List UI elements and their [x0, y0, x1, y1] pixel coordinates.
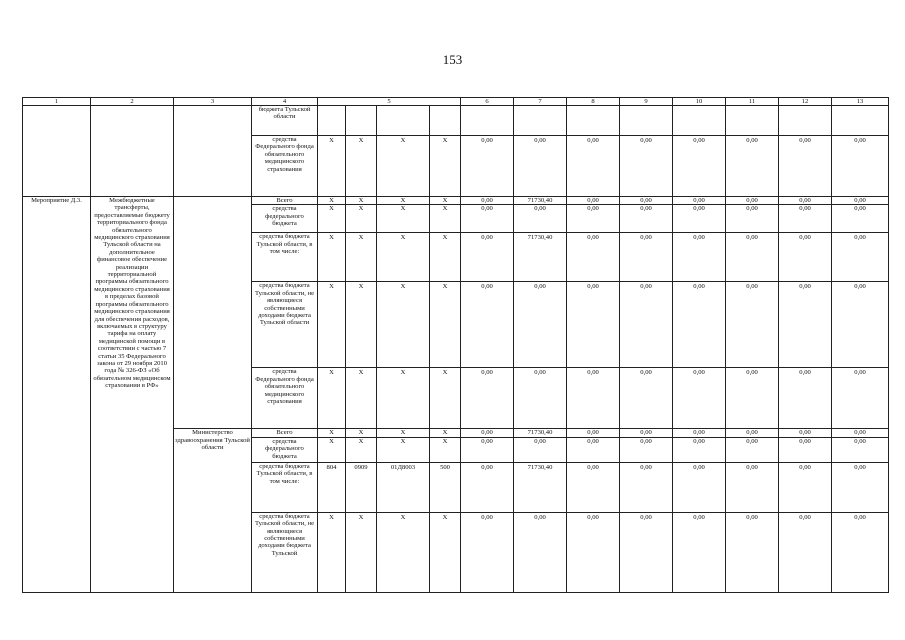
funding-source-cell: средства бюджета Тульской области, не являющиеся собственными доходами бюджета Тульской области: [252, 282, 318, 368]
column-number: 3: [174, 98, 252, 106]
value-cell: 0,00: [779, 437, 832, 462]
code-cell: Х: [430, 368, 461, 429]
code-cell: Х: [318, 429, 346, 437]
value-cell: 0,00: [673, 512, 726, 592]
code-cell: Х: [430, 136, 461, 197]
value-cell: 0,00: [726, 368, 779, 429]
code-cell: Х: [430, 233, 461, 282]
code-cell: 500: [430, 462, 461, 512]
funding-source-cell: средства бюджета Тульской области, в том числе:: [252, 233, 318, 282]
value-cell: 0,00: [779, 512, 832, 592]
code-cell: Х: [430, 437, 461, 462]
code-cell: Х: [377, 282, 430, 368]
value-cell: 0,00: [726, 205, 779, 233]
executor-cell: Министерство здравоохранения Тульской области: [174, 429, 252, 592]
value-cell: 0,00: [461, 368, 514, 429]
budget-table: [22, 97, 889, 593]
code-cell: Х: [377, 512, 430, 592]
column-number: 7: [514, 98, 567, 106]
code-cell: Х: [346, 368, 377, 429]
column-number: 9: [620, 98, 673, 106]
code-cell: Х: [346, 233, 377, 282]
measure-description: Межбюджетные трансферты, предоставляемые бюджету территориального фонда обязательного медицинского страхования Тульской области на дополнительное финансовое обеспечение реализации территориальной программы обязательного медицинского страхования в пределах базовой программы обязательного медицинского страхования для обеспечения расходов, включаемых в структуру тарифа на оплату медицинской помощи в соответствии с частью 7 статьи 35 Федерального закона от 29 ноября 2010 года № 326-ФЗ «Об обязательном медицинском страховании в РФ»: [91, 197, 174, 593]
value-cell: 0,00: [620, 136, 673, 197]
value-cell: 0,00: [514, 437, 567, 462]
value-cell: 0,00: [461, 197, 514, 205]
value-cell: 0,00: [673, 197, 726, 205]
value-cell: 0,00: [832, 512, 889, 592]
value-cell: 0,00: [726, 136, 779, 197]
column-number: 4: [252, 98, 318, 106]
value-cell: 0,00: [461, 136, 514, 197]
column-number: 8: [567, 98, 620, 106]
column-number: 1: [23, 98, 91, 106]
value-cell: 0,00: [832, 233, 889, 282]
value-cell: 0,00: [620, 462, 673, 512]
value-cell: 0,00: [673, 282, 726, 368]
value-cell: 0,00: [673, 136, 726, 197]
code-cell: Х: [377, 197, 430, 205]
code-cell: Х: [318, 205, 346, 233]
value-cell: 0,00: [673, 462, 726, 512]
funding-source-cell: средства Федерального фонда обязательного медицинского страхования: [252, 136, 318, 197]
value-cell: 0,00: [779, 429, 832, 437]
value-cell: 0,00: [514, 136, 567, 197]
value-cell: 0,00: [567, 136, 620, 197]
value-cell: 0,00: [567, 197, 620, 205]
value-cell: 0,00: [620, 233, 673, 282]
value-cell: 0,00: [726, 429, 779, 437]
code-cell: Х: [318, 512, 346, 592]
value-cell: 0,00: [567, 205, 620, 233]
code-cell: Х: [377, 233, 430, 282]
code-cell: Х: [377, 368, 430, 429]
code-cell: Х: [318, 368, 346, 429]
value-cell: 0,00: [832, 282, 889, 368]
code-cell: Х: [430, 282, 461, 368]
value-cell: 0,00: [620, 512, 673, 592]
value-cell: 0,00: [461, 512, 514, 592]
value-cell: 0,00: [567, 437, 620, 462]
code-cell: Х: [430, 429, 461, 437]
value-cell: 0,00: [832, 197, 889, 205]
value-cell: 0,00: [514, 512, 567, 592]
value-cell: 0,00: [673, 437, 726, 462]
funding-source-cell: средства федерального бюджета: [252, 437, 318, 462]
value-cell: 71730,40: [514, 197, 567, 205]
value-cell: 0,00: [832, 368, 889, 429]
column-number: 13: [832, 98, 889, 106]
code-cell: Х: [318, 197, 346, 205]
value-cell: 0,00: [726, 282, 779, 368]
code-cell: Х: [346, 512, 377, 592]
measure-label: Мероприятие Д.3.: [23, 197, 91, 593]
column-number: 12: [779, 98, 832, 106]
value-cell: 0,00: [673, 205, 726, 233]
value-cell: 0,00: [567, 429, 620, 437]
funding-source-cell: Всего: [252, 429, 318, 437]
value-cell: 0,00: [567, 462, 620, 512]
code-cell: Х: [430, 512, 461, 592]
value-cell: 0,00: [461, 462, 514, 512]
funding-source-cell: средства федерального бюджета: [252, 205, 318, 233]
value-cell: 0,00: [832, 136, 889, 197]
value-cell: 0,00: [779, 136, 832, 197]
column-number: 11: [726, 98, 779, 106]
funding-source-cell: средства бюджета Тульской области, не являющиеся собственными доходами бюджета Тульской: [252, 512, 318, 592]
code-cell: Х: [318, 136, 346, 197]
value-cell: 0,00: [461, 437, 514, 462]
value-cell: 0,00: [779, 368, 832, 429]
value-cell: 71730,40: [514, 233, 567, 282]
value-cell: 0,00: [779, 462, 832, 512]
value-cell: 0,00: [673, 429, 726, 437]
code-cell: 804: [318, 462, 346, 512]
code-cell: Х: [377, 437, 430, 462]
value-cell: 0,00: [567, 233, 620, 282]
table-row: [23, 197, 889, 205]
value-cell: 0,00: [620, 437, 673, 462]
column-number: 5: [318, 98, 461, 106]
value-cell: 0,00: [726, 233, 779, 282]
funding-source-cell: бюджета Тульской области: [252, 106, 318, 136]
value-cell: 0,00: [832, 462, 889, 512]
value-cell: 0,00: [832, 205, 889, 233]
code-cell: Х: [346, 197, 377, 205]
column-number: 2: [91, 98, 174, 106]
value-cell: 0,00: [620, 197, 673, 205]
value-cell: 0,00: [779, 197, 832, 205]
code-cell: Х: [430, 205, 461, 233]
value-cell: 0,00: [726, 462, 779, 512]
funding-source-cell: Всего: [252, 197, 318, 205]
value-cell: 0,00: [461, 205, 514, 233]
code-cell: Х: [346, 136, 377, 197]
code-cell: Х: [318, 233, 346, 282]
value-cell: 0,00: [779, 233, 832, 282]
value-cell: 71730,40: [514, 462, 567, 512]
value-cell: 0,00: [673, 233, 726, 282]
value-cell: 0,00: [620, 429, 673, 437]
code-cell: Х: [346, 429, 377, 437]
column-number: 10: [673, 98, 726, 106]
value-cell: 0,00: [832, 437, 889, 462]
value-cell: 0,00: [461, 282, 514, 368]
value-cell: 0,00: [620, 282, 673, 368]
value-cell: 0,00: [620, 368, 673, 429]
value-cell: 0,00: [514, 205, 567, 233]
code-cell: 0909: [346, 462, 377, 512]
value-cell: 0,00: [567, 368, 620, 429]
value-cell: 0,00: [620, 205, 673, 233]
funding-source-cell: средства Федерального фонда обязательного медицинского страхования: [252, 368, 318, 429]
value-cell: 0,00: [673, 368, 726, 429]
value-cell: 0,00: [567, 512, 620, 592]
code-cell: Х: [346, 437, 377, 462]
value-cell: 0,00: [726, 437, 779, 462]
value-cell: 0,00: [567, 282, 620, 368]
table-row: [23, 106, 889, 136]
code-cell: 01Д8003: [377, 462, 430, 512]
value-cell: 0,00: [832, 429, 889, 437]
value-cell: 0,00: [726, 197, 779, 205]
code-cell: Х: [346, 282, 377, 368]
code-cell: Х: [377, 429, 430, 437]
page-number: 153: [442, 52, 463, 67]
code-cell: Х: [377, 136, 430, 197]
code-cell: Х: [318, 282, 346, 368]
executor-cell: [174, 197, 252, 429]
value-cell: 0,00: [461, 233, 514, 282]
value-cell: 0,00: [461, 429, 514, 437]
funding-source-cell: средства бюджета Тульской области, в том числе:: [252, 462, 318, 512]
column-number: 6: [461, 98, 514, 106]
code-cell: Х: [430, 197, 461, 205]
code-cell: Х: [377, 205, 430, 233]
value-cell: 0,00: [726, 512, 779, 592]
code-cell: Х: [318, 437, 346, 462]
value-cell: 71730,40: [514, 429, 567, 437]
code-cell: Х: [346, 205, 377, 233]
value-cell: 0,00: [779, 282, 832, 368]
value-cell: 0,00: [514, 368, 567, 429]
value-cell: 0,00: [514, 282, 567, 368]
column-numbers-row: [23, 98, 889, 106]
value-cell: 0,00: [779, 205, 832, 233]
